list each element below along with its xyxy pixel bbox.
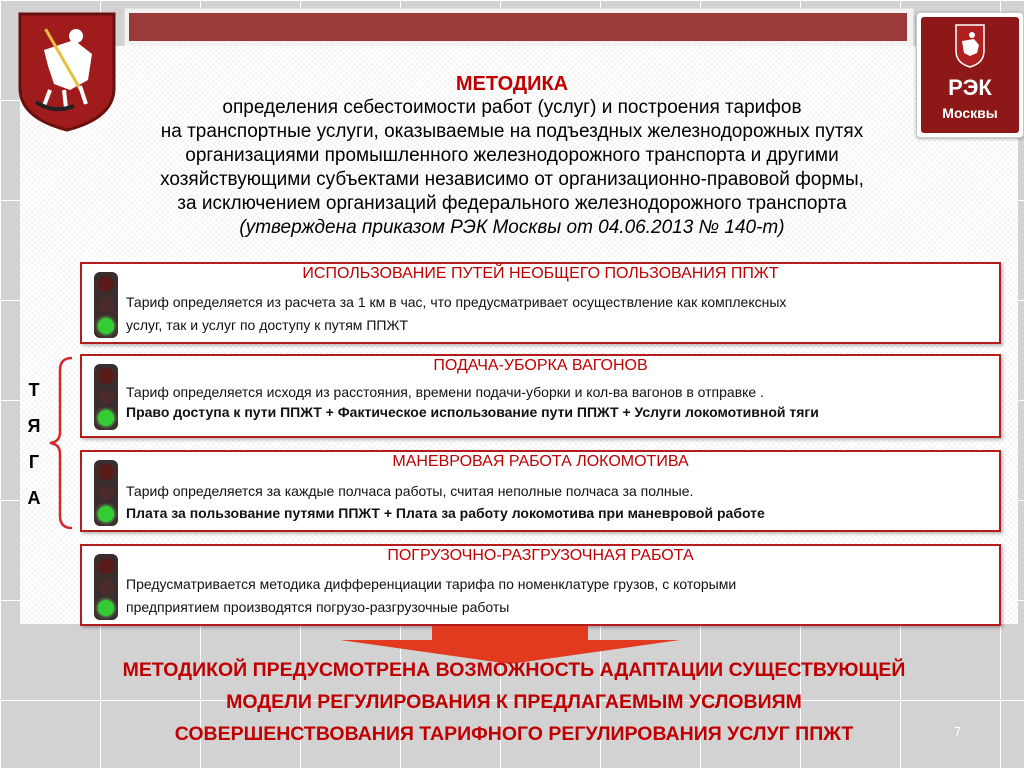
card-text-bold: Право доступа к пути ППЖТ + Фактическое использование пути ППЖТ + Услуги локомотивной тяги [126, 404, 819, 420]
traffic-light-icon [94, 272, 118, 338]
traffic-light-icon [94, 554, 118, 620]
traction-letter: Г [28, 452, 40, 472]
conclusion-line: МЕТОДИКОЙ ПРЕДУСМОТРЕНА ВОЗМОЖНОСТЬ АДАПТАЦИИ СУЩЕСТВУЮЩЕЙ [122, 659, 906, 681]
card-title: МАНЕВРОВАЯ РАБОТА ЛОКОМОТИВА [392, 453, 689, 470]
conclusion-line: МОДЕЛИ РЕГУЛИРОВАНИЯ К ПРЕДЛАГАЕМЫМ УСЛОВИЯМ [226, 691, 802, 713]
page-title: МЕТОДИКА [455, 73, 569, 95]
traction-letter: А [27, 488, 41, 508]
top-banner-frame [124, 8, 914, 48]
card-track-usage [80, 262, 1001, 344]
card-text: предприятием производятся погрузо-разгрузочные работы [126, 599, 510, 615]
header-line: хозяйствующими субъектами независимо от организационно-правовой формы, [160, 169, 864, 190]
approval-note: (утверждена приказом РЭК Москвы от 04.06.2013 № 140-т) [239, 217, 785, 238]
header-line: за исключением организаций федерального железнодорожного транспорта [177, 193, 847, 214]
moscow-coat-of-arms-icon [954, 23, 986, 69]
card-text: Тариф определяется из расчета за 1 км в час, что предусматривает осуществление как комплексных [126, 294, 787, 310]
conclusion-text [20, 654, 1008, 750]
card-text: Тариф определяется за каждые полчаса работы, считая неполные полчаса за полные. [126, 483, 694, 499]
header-line: определения себестоимости работ (услуг) и построения тарифов [222, 97, 802, 118]
header-line: организациями промышленного железнодорожного транспорта и другими [185, 145, 839, 166]
top-banner [129, 13, 907, 41]
card-text-bold: Плата за пользование путями ППЖТ + Плата за работу локомотива при маневровой работе [126, 505, 765, 521]
card-text: Тариф определяется исходя из расстояния, времени подачи-уборки и кол-ва вагонов в отправке . [126, 384, 764, 400]
methodology-header [60, 72, 964, 240]
card-wagon-delivery [80, 354, 1001, 438]
card-loading [80, 544, 1001, 626]
traction-bracket [48, 356, 74, 530]
card-title: ИСПОЛЬЗОВАНИЕ ПУТЕЙ НЕОБЩЕГО ПОЛЬЗОВАНИЯ ППЖТ [302, 265, 779, 282]
card-title: ПОДАЧА-УБОРКА ВАГОНОВ [433, 357, 648, 374]
header-line: на транспортные услуги, оказываемые на подъездных железнодорожных путях [160, 121, 864, 142]
traffic-light-icon [94, 364, 118, 430]
card-text: услуг, так и услуг по доступу к путям ППЖТ [126, 317, 409, 333]
card-text: Предусматривается методика дифференциации тарифа по номенклатуре грузов, с которыми [126, 576, 737, 592]
traction-letter: Т [28, 380, 40, 400]
rek-logo-title: РЭК [948, 75, 992, 100]
card-title: ПОГРУЗОЧНО-РАЗГРУЗОЧНАЯ РАБОТА [387, 547, 694, 564]
traction-letter: Я [27, 416, 41, 436]
conclusion-line: СОВЕРШЕНСТВОВАНИЯ ТАРИФНОГО РЕГУЛИРОВАНИЯ УСЛУГ ППЖТ [174, 723, 854, 745]
page-number: 7 [954, 724, 962, 739]
traffic-light-icon [94, 460, 118, 526]
rek-logo-subtitle: Москвы [942, 105, 998, 121]
card-shunting [80, 450, 1001, 532]
